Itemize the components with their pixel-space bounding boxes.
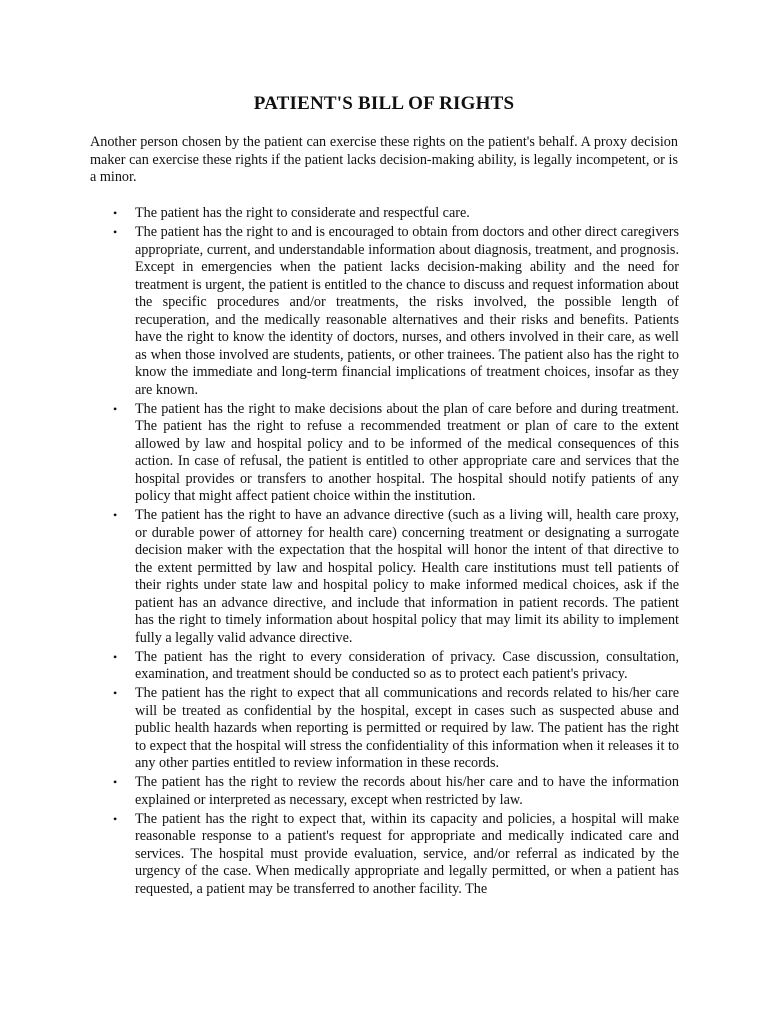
right-text: The patient has the right to every consideration of privacy. Case discussion, consultation, examination, and treatment should be conducted so as to protect each patient's privacy. — [135, 648, 679, 682]
bullet-icon: • — [113, 225, 118, 239]
right-text: The patient has the right to review the records about his/her care and to have the information explained or interpreted as necessary, except when restricted by law. — [135, 774, 679, 808]
right-text: The patient has the right to have an advance directive (such as a living will, health care proxy, or durable power of attorney for health care) concerning treatment or designating a surrogate decision maker with the expectation that the hospital will honor the intent of that directive to the extent permitted by law and hospital policy. Health care institutions must tell patients of their rights under state law and hospital policy to make informed medical choices, ask if the patient has an advance directive, and include that information in patient records. The patient has the right to timely information about hospital policy that may limit its ability to implement fully a legally valid advance directive. — [135, 507, 679, 646]
list-item — [113, 685, 679, 773]
list-item — [113, 507, 679, 647]
list-item — [113, 205, 679, 223]
list-item — [113, 401, 679, 506]
right-text: The patient has the right to considerate and respectful care. — [135, 205, 470, 221]
bullet-icon: • — [113, 649, 118, 664]
page-title: PATIENT'S BILL OF RIGHTS — [253, 93, 515, 114]
right-text: The patient has the right to and is encouraged to obtain from doctors and other direct caregivers appropriate, current, and understandable information about diagnosis, treatment, and prognosis. Except in emergencies when the patient lacks decision-making ability and the need for treatment is urgent, the patient is entitled to the chance to discuss and request information about the specific procedures and/or treatments, the risks involved, the possible length of recuperation, and the medically reasonable alternatives and their risks and benefits. Patients have the right to know the identity of doctors, nurses, and others involved in their care, as well as when those involved are students, patients, or other trainees. The patient also has the right to know the immediate and long-term financial implications of treatment choices, insofar as they are known. — [135, 224, 679, 398]
rights-list — [113, 205, 679, 900]
bullet-icon: • — [113, 401, 118, 416]
list-item — [113, 224, 679, 399]
bullet-icon: • — [113, 686, 118, 700]
list-item — [113, 774, 679, 809]
list-item — [113, 811, 679, 899]
bullet-icon: • — [113, 508, 118, 522]
bullet-icon: • — [113, 775, 118, 789]
right-text: The patient has the right to expect that all communications and records related to his/her care will be treated as confidential by the hospital, except in cases such as suspected abuse and public health hazards when reporting is permitted or required by law. The patient has the right to expect that the hospital will stress the confidentiality of this information when it releases it to any other parties entitled to review information in these records. — [135, 685, 679, 771]
bullet-icon: • — [113, 811, 118, 826]
right-text: The patient has the right to expect that, within its capacity and policies, a hospital will make reasonable response to a patient's request for appropriate and medically indicated care and services. The hospital must provide evaluation, service, and/or referral as indicated by the urgency of the case. When medically appropriate and legally permitted, or when a patient has requested, a patient may be transferred to another facility. The — [135, 810, 679, 897]
list-item — [113, 649, 679, 684]
right-text: The patient has the right to make decisions about the plan of care before and during treatment. The patient has the right to refuse a recommended treatment or plan of care to the extent allowed by law and hospital policy and to be informed of the medical consequences of this action. In case of refusal, the patient is entitled to other appropriate care and services that the hospital provides or transfers to another hospital. The hospital should notify patients of any policy that might affect patient choice within the institution. — [135, 400, 679, 504]
bullet-icon: • — [113, 206, 118, 220]
intro-paragraph: Another person chosen by the patient can exercise these rights on the patient's behalf. A proxy decision maker can exercise these rights if the patient lacks decision-making ability, is legally incompetent, or is a minor. — [90, 134, 678, 185]
